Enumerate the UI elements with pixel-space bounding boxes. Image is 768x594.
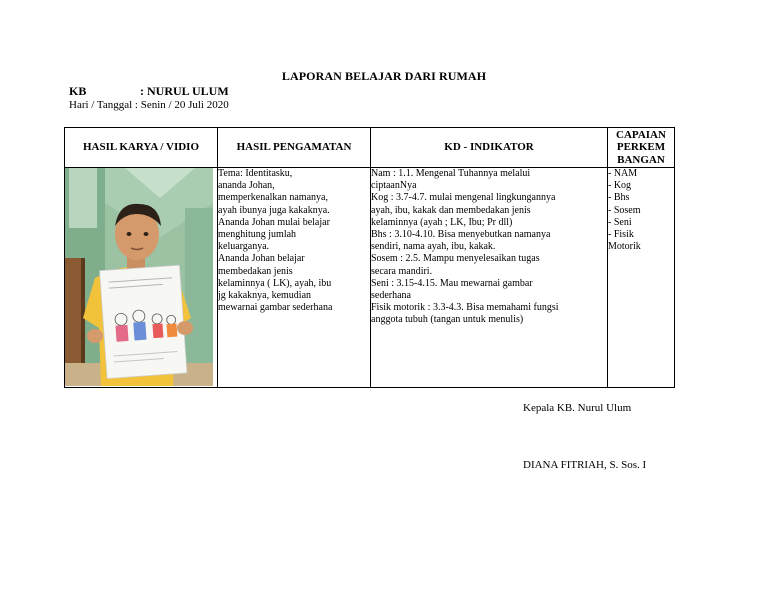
capaian-cell bbox=[608, 168, 675, 388]
pengamatan-line: Ananda Johan mulai belajar bbox=[218, 216, 330, 228]
kd-line: anggota tubuh (tangan untuk menulis) bbox=[371, 314, 524, 326]
capaian-line: Motorik bbox=[608, 241, 641, 253]
table-row bbox=[65, 168, 675, 388]
header-capaian-line: BANGAN bbox=[617, 153, 665, 166]
header-hasil-pengamatan: HASIL PENGAMATAN bbox=[218, 128, 371, 168]
kd-line: Kog : 3.7-4.7. mulai mengenal lingkungannya bbox=[371, 192, 556, 204]
kd-line: Bhs : 3.10-4.10. Bisa menyebutkan namanya bbox=[371, 228, 551, 240]
signature-name: DIANA FITRIAH, S. Sos. I bbox=[523, 459, 647, 471]
kd-line: Sosem : 2.5. Mampu menyelesaikan tugas bbox=[371, 253, 540, 265]
pengamatan-line: memperkenalkan namanya, bbox=[218, 192, 328, 204]
header-capaian-line: CAPAIAN bbox=[616, 128, 666, 141]
date-line: Hari / Tanggal : Senin / 20 Juli 2020 bbox=[69, 99, 229, 111]
capaian-line: - Bhs bbox=[608, 192, 630, 204]
table-header-row bbox=[65, 128, 675, 168]
capaian-line: - Seni bbox=[608, 216, 632, 228]
kd-line: Nam : 1.1. Mengenal Tuhannya melalui bbox=[371, 168, 531, 179]
kd-line: ciptaanNya bbox=[371, 180, 417, 192]
pengamatan-line: Ananda Johan belajar bbox=[218, 253, 305, 265]
header-kd-indikator: KD - INDIKATOR bbox=[371, 128, 608, 168]
pengamatan-line: menghitung jumlah bbox=[218, 228, 297, 240]
pengamatan-line: kelaminnya ( LK), ayah, ibu bbox=[218, 277, 332, 289]
kd-line: ayah, ibu, kakak dan membedakan jenis bbox=[371, 204, 531, 216]
pengamatan-line: membedakan jenis bbox=[218, 265, 293, 277]
report-title: LAPORAN BELAJAR DARI RUMAH bbox=[281, 69, 487, 83]
kd-line: secara mandiri. bbox=[371, 265, 433, 277]
pengamatan-line: keluarganya. bbox=[218, 241, 270, 253]
header-hasil-karya: HASIL KARYA / VIDIO bbox=[65, 128, 218, 168]
pengamatan-cell bbox=[218, 168, 371, 388]
kd-line: kelaminnya (ayah ; LK, Ibu; Pr dll) bbox=[371, 216, 513, 228]
capaian-line: - NAM bbox=[608, 168, 638, 179]
kd-line: Seni : 3.15-4.15. Mau mewarnai gambar bbox=[371, 277, 533, 289]
header-capaian-line: PERKEM bbox=[616, 141, 666, 154]
pengamatan-line: ayah ibunya juga kakaknya. bbox=[218, 204, 330, 216]
capaian-line: - Fisik bbox=[608, 228, 634, 240]
pengamatan-line: ananda Johan, bbox=[218, 180, 275, 192]
signature-role: Kepala KB. Nurul Ulum bbox=[523, 402, 632, 414]
kd-line: sendiri, nama ayah, ibu, kakak. bbox=[371, 241, 496, 253]
child-photo bbox=[65, 168, 213, 386]
pengamatan-line: mewarnai gambar sederhana bbox=[218, 302, 333, 314]
pengamatan-line: jg kakaknya, kemudian bbox=[218, 289, 312, 301]
photo-cell bbox=[65, 168, 218, 388]
kb-label: KB bbox=[69, 84, 87, 98]
kd-line: sederhana bbox=[371, 289, 411, 301]
report-table bbox=[64, 127, 675, 388]
header-capaian bbox=[608, 128, 675, 168]
kd-indikator-cell bbox=[371, 168, 608, 388]
capaian-line: - Sosem bbox=[608, 204, 641, 216]
kb-value: : NURUL ULUM bbox=[140, 84, 229, 98]
capaian-line: - Kog bbox=[608, 180, 632, 192]
pengamatan-line: Tema: Identitasku, bbox=[218, 168, 293, 179]
kd-line: Fisik motorik : 3.3-4.3. Bisa memahami fungsi bbox=[371, 302, 559, 314]
